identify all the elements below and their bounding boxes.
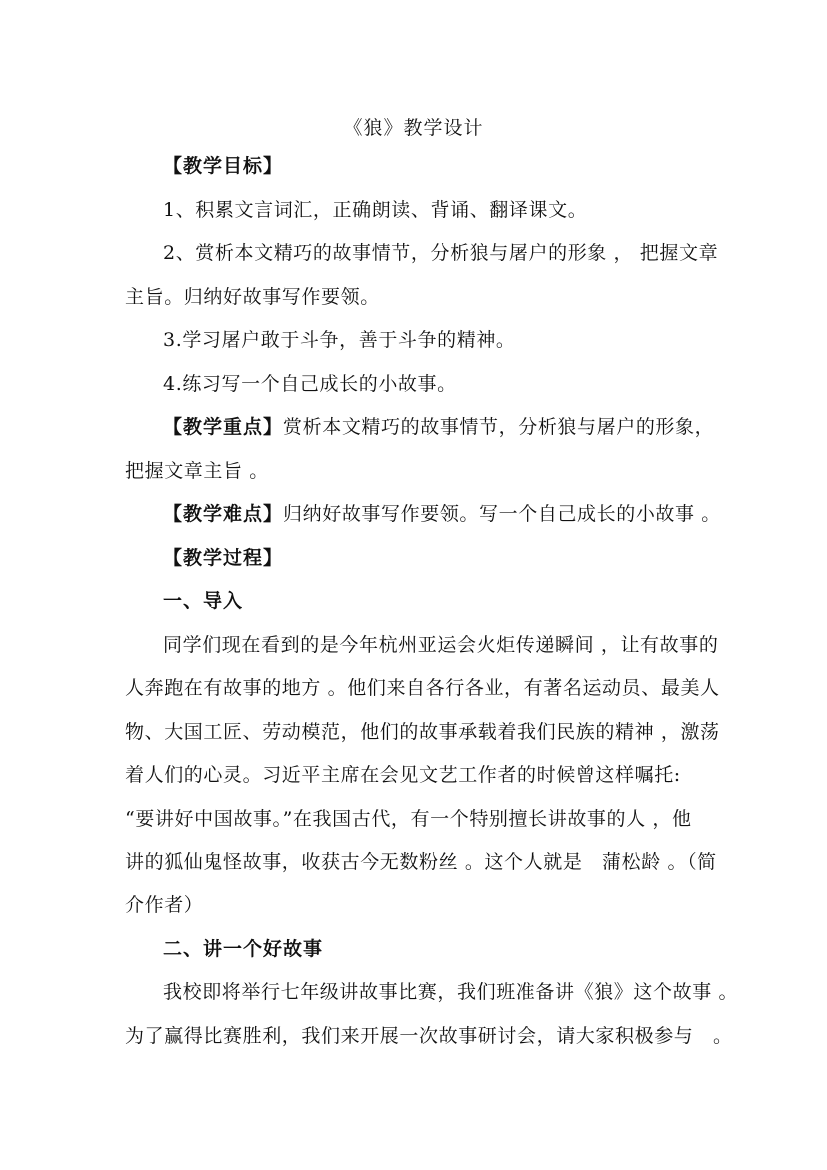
key-points-paragraph: [163, 413, 713, 441]
difficulties-text: 归纳好故事写作要领。写一个自己成长的小故事 。: [283, 503, 721, 525]
section-1-line: 介作者）: [125, 894, 204, 916]
section-1-heading: 一、导入: [163, 590, 244, 612]
section-1-line: 着人们的心灵。习近平主席在会见文艺工作者的时候曾这样嘱托:: [125, 764, 681, 786]
section-2-line: 我校即将举行七年级讲故事比赛，我们班准备讲《狼》这个故事 。: [163, 981, 739, 1003]
section-1-line: 讲的狐仙鬼怪故事，收获古今无数粉丝 。这个人就是 蒲松龄 。（简: [125, 851, 717, 873]
objective-item-1: 1、积累文言词汇，正确朗读、背诵、翻译课文。: [163, 199, 588, 221]
difficulties-label: 【教学难点】: [163, 503, 284, 525]
objectives-heading: 【教学目标】: [163, 155, 284, 177]
difficulties-paragraph: [163, 500, 721, 528]
objective-item-3: 3.学习屠户敢于斗争，善于斗争的精神。: [163, 329, 516, 351]
section-1-line: 同学们现在看到的是今年杭州亚运会火炬传递瞬间 ，让有故事的: [163, 634, 719, 656]
section-1-line: 人奔跑在有故事的地方 。他们来自各行各业，有著名运动员、最美人: [125, 677, 720, 699]
key-points-text-line-1: 赏析本文精巧的故事情节，分析狼与屠户的形象，: [283, 416, 715, 438]
process-heading: 【教学过程】: [163, 547, 284, 569]
objective-item-2-line-2: 主旨。归纳好故事写作要领。: [125, 286, 380, 308]
objective-item-2-line-1: 2、赏析本文精巧的故事情节，分析狼与屠户的形象 ， 把握文章: [163, 242, 719, 264]
section-1-line: 物、大国工匠、劳动模范，他们的故事承载着我们民族的精神 ，激荡: [125, 721, 720, 743]
objective-item-4: 4.练习写一个自己成长的小故事。: [163, 373, 457, 395]
section-1-line: “要讲好中国故事。”在我国古代，有一个特别擅长讲故事的人 ，他: [125, 808, 692, 830]
key-points-label: 【教学重点】: [163, 416, 284, 438]
key-points-text-line-2: 把握文章主旨 。: [125, 460, 269, 482]
document-title: 《狼》教学设计: [343, 117, 484, 139]
section-2-heading: 二、讲一个好故事: [163, 938, 324, 960]
section-2-line: 为了赢得比赛胜利，我们来开展一次故事研讨会，请大家积极参与 。: [125, 1025, 733, 1047]
